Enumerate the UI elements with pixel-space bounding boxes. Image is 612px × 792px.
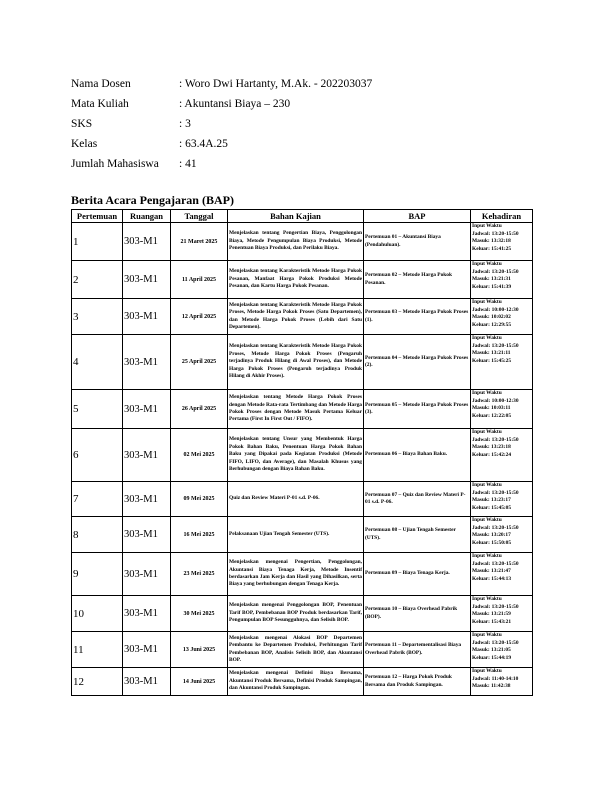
date-cell: 26 April 2025 [171, 390, 228, 429]
attendance-line: Input Waktu [472, 299, 502, 305]
info-value: : Akuntansi Biaya – 230 [179, 98, 291, 110]
table-row [72, 668, 533, 696]
meeting-number-cell: 2 [72, 261, 123, 299]
meeting-number-cell: 9 [72, 553, 123, 596]
meeting-number-cell: 1 [72, 223, 123, 261]
header-attendance: Kehadiran [471, 210, 533, 223]
meeting-number-cell: 10 [72, 596, 123, 632]
meeting-number-cell: 5 [72, 390, 123, 429]
attendance-line: Jadwal: 13:20-15:50 [472, 603, 519, 610]
room-cell: 303-M1 [123, 668, 171, 696]
date-cell: 14 Juni 2025 [171, 668, 228, 696]
attendance-cell [471, 390, 533, 429]
room-cell: 303-M1 [123, 390, 171, 429]
attendance-line: Jadwal: 13:20-15:50 [472, 524, 519, 531]
attendance-line: Masuk: 10:02:02 [472, 314, 511, 321]
attendance-line: Input Waktu [472, 632, 502, 638]
bap-table-body [72, 223, 533, 696]
topic-cell: Menjelaskan tentang Metode Harga Pokok Proses dengan Metode Rata-rata Tertimbang dan Metode Harga Pokok Proses dengan Metode Masuk Pertama Keluar Pertama (First In First Out / FIFO). [228, 390, 364, 429]
attendance-line: Input Waktu [472, 390, 502, 396]
attendance-line: Input Waktu [472, 261, 502, 267]
info-label: Mata Kuliah [71, 98, 129, 110]
room-cell: 303-M1 [123, 261, 171, 299]
bap-cell: Pertemuan 03 – Metode Harga Pokok Proses (1). [364, 299, 471, 335]
table-row [72, 335, 533, 390]
table-header-row [72, 210, 533, 223]
topic-cell: Quiz dan Review Materi P-01 s.d. P-06. [228, 482, 364, 517]
info-label: Kelas [71, 138, 98, 150]
meeting-number-cell: 3 [72, 299, 123, 335]
attendance-line: Masuk: 13:23:17 [472, 497, 511, 504]
bap-table [71, 209, 533, 696]
meeting-number-cell: 12 [72, 668, 123, 696]
attendance-line: Keluar: 15:41:25 [472, 245, 512, 252]
header-room: Ruangan [123, 210, 171, 223]
bap-cell: Pertemuan 05 – Metode Harga Pokok Proses (3). [364, 390, 471, 429]
room-cell: 303-M1 [123, 482, 171, 517]
attendance-cell [471, 261, 533, 299]
bap-cell: Pertemuan 09 – Biaya Tenaga Kerja. [364, 553, 471, 596]
bap-cell: Pertemuan 10 – Biaya Overhead Pabrik (BOP). [364, 596, 471, 632]
table-row [72, 390, 533, 429]
attendance-line: Jadwal: 13:20-15:50 [472, 639, 519, 646]
attendance-line: Keluar: 12:29:55 [472, 321, 512, 328]
meeting-number-cell: 6 [72, 429, 123, 482]
date-cell: 16 Mei 2025 [171, 517, 228, 553]
info-label: SKS [71, 118, 93, 130]
attendance-line: Jadwal: 13:20-15:50 [472, 489, 519, 496]
meeting-number-cell: 4 [72, 335, 123, 390]
attendance-cell [471, 632, 533, 668]
attendance-line: Input Waktu [472, 429, 502, 435]
bap-section-title: Berita Acara Pengajaran (BAP) [71, 193, 234, 207]
info-row-students [71, 154, 372, 174]
topic-cell: Pelaksanaan Ujian Tengah Semester (UTS). [228, 517, 364, 553]
attendance-line: Input Waktu [472, 668, 502, 674]
bap-cell: Pertemuan 02 – Metode Harga Pokok Pesanan. [364, 261, 471, 299]
attendance-line: Keluar: 15:42:24 [472, 451, 512, 458]
attendance-line: Input Waktu [472, 517, 502, 523]
topic-cell: Menjelaskan tentang Karakteristik Metode Harga Pokok Proses, Metode Harga Pokok Proses (Pengaruh terjadinya Produk Hilang di Awal Proses), dan Metode Harga Pokok Proses (Pengaruh terjadinya Produk Hilang di Akhir Proses). [228, 335, 364, 390]
attendance-line: Masuk: 13:21:31 [472, 276, 511, 283]
bap-cell: Pertemuan 12 – Harga Pokok Produk Bersama dan Produk Sampingan. [364, 668, 471, 696]
bap-cell: Pertemuan 11 – Departementalisasi Biaya Overhead Pabrik (BOP). [364, 632, 471, 668]
attendance-line: Input Waktu [472, 553, 502, 559]
attendance-cell [471, 596, 533, 632]
info-label: Jumlah Mahasiswa [71, 158, 159, 170]
attendance-line: Jadwal: 13:20-15:50 [472, 560, 519, 567]
attendance-line: Jadwal: 11:40-14:10 [472, 675, 519, 682]
table-row [72, 482, 533, 517]
attendance-line: Keluar: 15:45:25 [472, 357, 512, 364]
date-cell: 23 Mei 2025 [171, 553, 228, 596]
info-value: : 41 [179, 158, 197, 170]
attendance-line: Input Waktu [472, 482, 502, 488]
topic-cell: Menjelaskan mengenai Alokasi BOP Departemen Pembantu ke Departemen Produksi, Perhitungan Tarif Pembebanan BOP, Analisis Selisih BOP, dan Akuntansi BOP. [228, 632, 364, 668]
attendance-line: Masuk: 11:42:38 [472, 683, 511, 690]
attendance-line: Jadwal: 13:20-15:50 [472, 230, 519, 237]
attendance-line: Input Waktu [472, 596, 502, 602]
table-row [72, 429, 533, 482]
info-row-lecturer [71, 74, 372, 94]
topic-cell: Menjelaskan tentang Unsur yang Membentuk Harga Pokok Bahan Baku, Penentuan Harga Pokok Bahan Baku yang Dipakai pada Kegiatan Produksi (Metode FIFO, LIFO, dan Average), dan Masalah Khusus yang Berhubungan dengan Biaya Bahan Baku. [228, 429, 364, 482]
info-row-course [71, 94, 372, 114]
topic-cell: Menjelaskan mengenai Definisi Biaya Bersama, Akuntansi Produk Bersama, Definisi Produk Sampingan, dan Akuntansi Produk Sampingan. [228, 668, 364, 696]
meeting-number-cell: 11 [72, 632, 123, 668]
room-cell: 303-M1 [123, 632, 171, 668]
attendance-line: Masuk: 13:21:59 [472, 611, 511, 618]
attendance-line: Keluar: 15:41:39 [472, 283, 512, 290]
bap-cell: Pertemuan 01 – Akuntansi Biaya (Pendahuluan). [364, 223, 471, 261]
header-topic: Bahan Kajian [228, 210, 364, 223]
topic-cell: Menjelaskan mengenai Penggolongan BOP, Penentuan Tarif BOP, Pembebanan BOP Produk berdasarkan Tarif, Pengumpulan BOP Sesungguhnya, dan Selisih BOP. [228, 596, 364, 632]
date-cell: 11 April 2025 [171, 261, 228, 299]
table-row [72, 261, 533, 299]
attendance-cell [471, 429, 533, 482]
attendance-line: Masuk: 10:03:11 [472, 405, 511, 412]
attendance-line: Keluar: 15:44:13 [472, 575, 512, 582]
table-row [72, 632, 533, 668]
attendance-cell [471, 223, 533, 261]
course-info [71, 74, 372, 174]
attendance-line: Masuk: 13:20:17 [472, 532, 511, 539]
attendance-cell [471, 668, 533, 696]
room-cell: 303-M1 [123, 299, 171, 335]
attendance-line: Jadwal: 13:20-15:50 [472, 268, 519, 275]
attendance-cell [471, 335, 533, 390]
bap-cell: Pertemuan 07 – Quiz dan Review Materi P-01 s.d. P-06. [364, 482, 471, 517]
attendance-line: Keluar: 15:44:19 [472, 654, 512, 661]
attendance-line: Keluar: 12:22:05 [472, 412, 512, 419]
date-cell: 30 Mei 2025 [171, 596, 228, 632]
attendance-cell [471, 299, 533, 335]
date-cell: 13 Juni 2025 [171, 632, 228, 668]
date-cell: 02 Mei 2025 [171, 429, 228, 482]
room-cell: 303-M1 [123, 335, 171, 390]
attendance-line: Masuk: 13:21:05 [472, 647, 511, 654]
topic-cell: Menjelaskan mengenai Pengertian, Penggolongan, Akuntansi Biaya Tenaga Kerja, Metode Insentif berdasarkan Jam Kerja dan Hasil yang Dihasilkan, serta Biaya yang berhubungan dengan Tenaga Kerja. [228, 553, 364, 596]
bap-cell: Pertemuan 06 – Biaya Bahan Baku. [364, 429, 471, 482]
room-cell: 303-M1 [123, 517, 171, 553]
attendance-line: Keluar: 15:50:05 [472, 539, 512, 546]
info-row-credits [71, 114, 372, 134]
attendance-line: Input Waktu [472, 335, 502, 341]
room-cell: 303-M1 [123, 429, 171, 482]
attendance-line: Masuk: 13:21:11 [472, 350, 511, 357]
meeting-number-cell: 8 [72, 517, 123, 553]
attendance-line: Masuk: 13:21:47 [472, 568, 511, 575]
attendance-line: Jadwal: 10:00-12:30 [472, 306, 519, 313]
room-cell: 303-M1 [123, 596, 171, 632]
header-date: Tanggal [171, 210, 228, 223]
attendance-cell [471, 482, 533, 517]
room-cell: 303-M1 [123, 553, 171, 596]
date-cell: 12 April 2025 [171, 299, 228, 335]
topic-cell: Menjelaskan tentang Karakteristik Metode Harga Pokok Proses, Metode Harga Pokok Proses (Satu Departemen), dan Metode Harga Pokok Proses (Lebih dari Satu Departemen). [228, 299, 364, 335]
info-value: : Woro Dwi Hartanty, M.Ak. - 202203037 [179, 78, 373, 90]
info-value: : 63.4A.25 [179, 138, 228, 150]
table-row [72, 299, 533, 335]
attendance-line: Keluar: 15:45:05 [472, 504, 512, 511]
attendance-line: Jadwal: 10:00-12:30 [472, 397, 519, 404]
table-row [72, 517, 533, 553]
date-cell: 09 Mei 2025 [171, 482, 228, 517]
attendance-line: Jadwal: 13:20-15:50 [472, 436, 519, 443]
meeting-number-cell: 7 [72, 482, 123, 517]
attendance-cell [471, 517, 533, 553]
header-bap: BAP [364, 210, 471, 223]
table-row [72, 596, 533, 632]
room-cell: 303-M1 [123, 223, 171, 261]
attendance-line: Masuk: 13:32:18 [472, 238, 511, 245]
table-row [72, 553, 533, 596]
attendance-line: Keluar: 15:43:21 [472, 618, 512, 625]
date-cell: 25 April 2025 [171, 335, 228, 390]
info-label: Nama Dosen [71, 78, 131, 90]
topic-cell: Menjelaskan tentang Pengertian Biaya, Penggolongan Biaya, Metode Pengumpulan Biaya Produksi, Metode Penentuan Biaya Produksi, dan Perilaku Biaya. [228, 223, 364, 261]
attendance-line: Input Waktu [472, 223, 502, 229]
bap-cell: Pertemuan 08 – Ujian Tengah Semester (UTS). [364, 517, 471, 553]
date-cell: 21 Maret 2025 [171, 223, 228, 261]
topic-cell: Menjelaskan tentang Karakteristik Metode Harga Pokok Pesanan, Manfaat Harga Pokok Produksi Metode Pesanan, dan Kartu Harga Pokok Pesanan. [228, 261, 364, 299]
attendance-line: Masuk: 13:23:18 [472, 444, 511, 451]
header-meeting: Pertemuan [72, 210, 123, 223]
info-row-class [71, 134, 372, 154]
attendance-line: Jadwal: 13:20-15:50 [472, 342, 519, 349]
info-value: : 3 [179, 118, 191, 130]
table-row [72, 223, 533, 261]
attendance-cell [471, 553, 533, 596]
bap-cell: Pertemuan 04 – Metode Harga Pokok Proses (2). [364, 335, 471, 390]
